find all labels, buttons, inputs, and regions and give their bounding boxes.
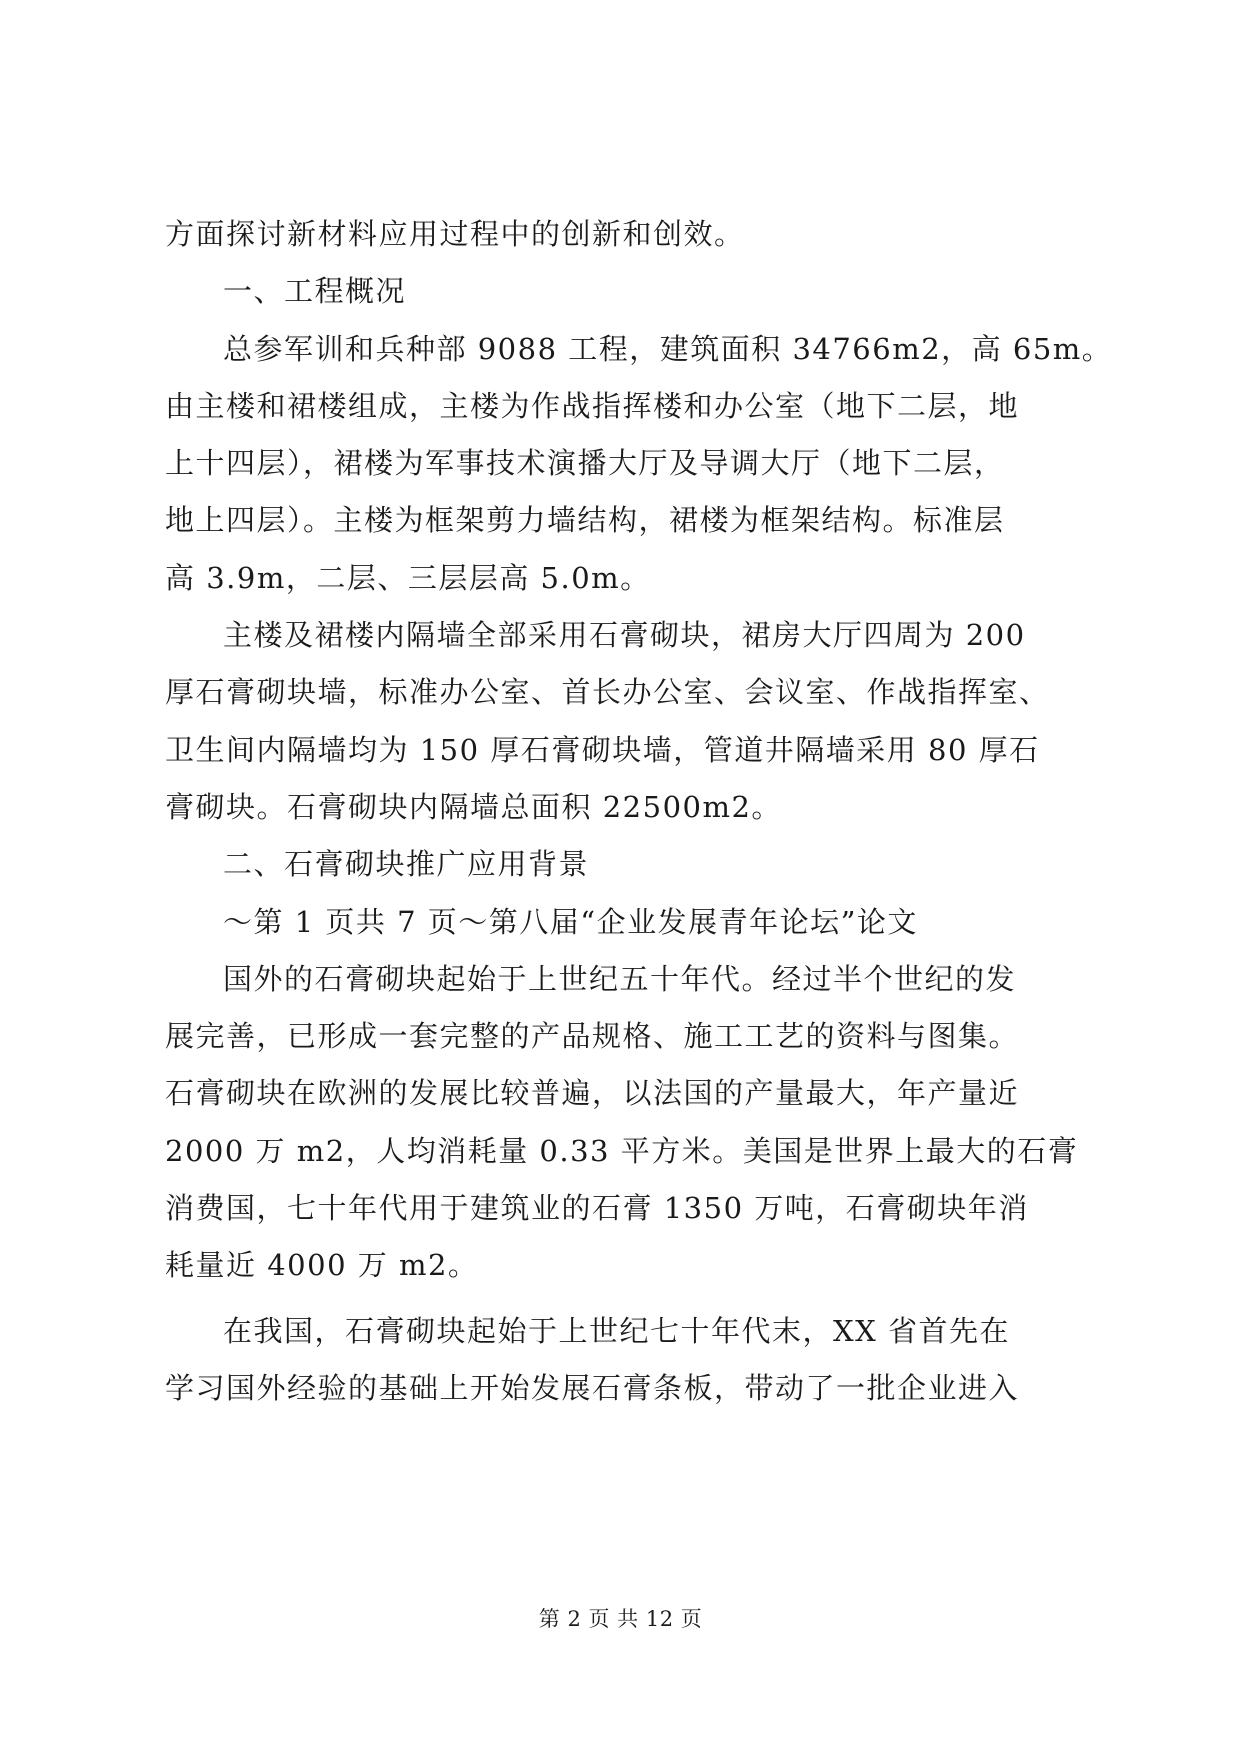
paragraph-line: 厚石膏砌块墙，标准办公室、首长办公室、会议室、作战指挥室、 [165,675,1050,710]
paragraph-line: 方面探讨新材料应用过程中的创新和创效。 [165,217,745,251]
paragraph-line: 展完善，已形成一套完整的产品规格、施工工艺的资料与图集。 [165,1019,1020,1054]
paragraph-line: 2000 万 m2，人均消耗量 0.33 平方米。美国是世界上最大的石膏 [165,1133,1079,1168]
paragraph-line: 消费国，七十年代用于建筑业的石膏 1350 万吨，石膏砌块年消 [165,1191,1029,1226]
running-header-note: ～第 1 页共 7 页～第八届“企业发展青年论坛”论文 [223,904,918,939]
paragraph-line: 地上四层）。主楼为框架剪力墙结构，裙楼为框架结构。标准层 [165,503,1005,538]
paragraph-gap [165,1295,1095,1303]
paragraph-line: 石膏砌块在欧洲的发展比较普遍，以法国的产量最大，年产量近 [165,1076,1020,1111]
section-heading: 一、工程概况 [223,274,407,309]
paragraph-line: 卫生间内隔墙均为 150 厚石膏砌块墙，管道井隔墙采用 80 厚石 [165,732,1040,767]
section-heading: 二、石膏砌块推广应用背景 [223,847,590,882]
document-body [165,206,1113,1417]
paragraph-line: 国外的石膏砌块起始于上世纪五十年代。经过半个世纪的发 [223,961,1017,996]
paragraph-line: 膏砌块。石膏砌块内隔墙总面积 22500m2。 [165,789,782,824]
paragraph-line: 在我国，石膏砌块起始于上世纪七十年代末，XX 省首先在 [223,1313,1011,1348]
paragraph-line: 耗量近 4000 万 m2。 [165,1248,479,1283]
paragraph-line: 由主楼和裙楼组成，主楼为作战指挥楼和办公室（地下二层，地 [165,388,1020,423]
paragraph-line: 主楼及裙楼内隔墙全部采用石膏砌块，裙房大厅四周为 200 [223,618,1026,653]
paragraph-line: 学习国外经验的基础上开始发展石膏条板，带动了一批企业进入 [165,1370,1020,1405]
paragraph-line: 高 3.9m，二层、三层层高 5.0m。 [165,560,651,595]
paragraph-line: 总参军训和兵种部 9088 工程，建筑面积 34766m2，高 65m。 [223,331,1113,366]
paragraph-line: 上十四层），裙楼为军事技术演播大厅及导调大厅（地下二层， [165,446,1005,481]
page-footer: 第 2 页 共 12 页 [538,1607,703,1631]
